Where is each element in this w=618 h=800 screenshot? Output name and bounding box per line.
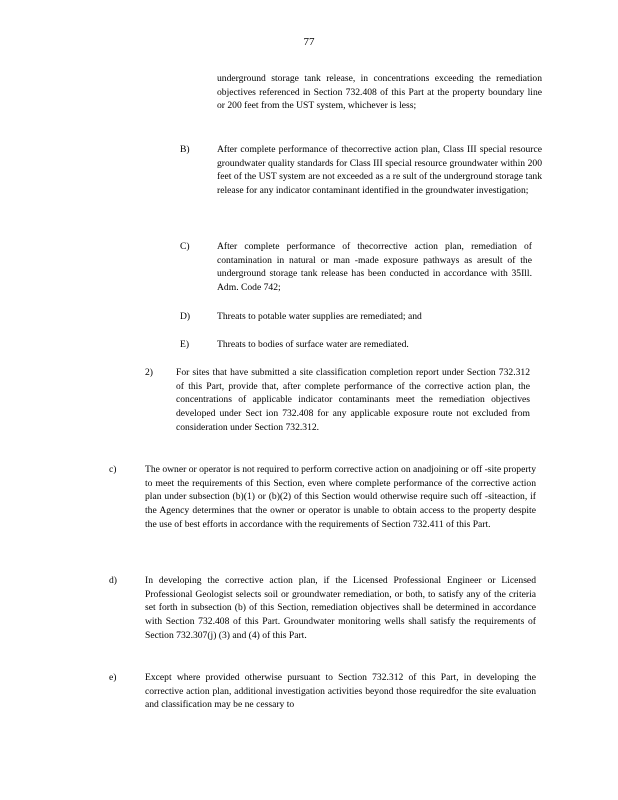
list-marker: C) [180,241,190,252]
subsection-marker: d) [109,575,117,586]
subsection-text: The owner or operator is not required to perform corrective action on anadjoining or off -site property to meet the requirements of this Section, even where complete performance of the corrective action plan under subsection (b)(1) or (b)(2) of this Section would otherwise require such off -siteaction, if the Agency determines that the owner or operator is unable to obtain access to the property despite the use of best efforts in accordance with the requirements of Section 732.411 of this Part. [145,464,536,530]
list-item-text: After complete performance of thecorrective action plan, remediation of contamination in natural or man -made exposure pathways as aresult of the underground storage tank release has been conducted in accordance with 35Ill. Adm. Code 742; [217,241,532,294]
list-item-C [180,240,542,296]
continued-paragraph [217,72,542,128]
page-number: 77 [303,36,315,48]
subsection-text: In developing the corrective action plan, if the Licensed Professional Engineer or Licensed Professional Geologist selects soil or groundwater remediation, or both, to satisfy any of the criteria set forth in subsection (b) of this Section, remediation objectives shall be determined in accordance with Section 732.408 of this Part. Groundwater monitoring wells shall satisfy the requirements of Section 732.307(j) (3) and (4) of this Part. [145,575,536,641]
list-marker: D) [180,311,191,322]
list-item-text: Threats to potable water supplies are remediated; and [217,311,422,322]
list-marker: B) [180,144,190,155]
subsection-c [109,463,536,561]
list-item-D [180,310,542,324]
list-item-text: For sites that have submitted a site classification completion report under Section 732.312 of this Part, provide that, after complete performance of the corrective action plan, the concentrations of applicable indicator contaminants meet the remediation objectives developed under Sect ion 732.408 for any applicable exposure route not excluded from consideration under Section 732.312. [176,367,530,433]
list-item-text: After complete performance of thecorrective action plan, Class III special resource groundwater quality standards for Class III special resource groundwater within 200 feet of the UST system are not exceeded as a re sult of the underground storage tank release for any indicator contaminant identified in the groundwater investigation; [217,144,542,197]
subsection-marker: e) [109,672,117,683]
paragraph-text: underground storage tank release, in concentrations exceeding the remediation objectives referenced in Section 732.408 of this Part at the property boundary line or 200 feet from the UST system, whichever is less; [217,73,542,112]
list-item-B [180,143,542,227]
list-marker: 2) [145,367,153,378]
subsection-d [109,574,536,658]
list-marker: E) [180,339,190,350]
list-item-2 [145,366,530,450]
subsection-text: Except where provided otherwise pursuant to Section 732.312 of this Part, in developing the corrective action plan, additional investigation activities beyond those requiredfor the site evaluation and classification may be ne cessary to [145,672,536,711]
list-item-text: Threats to bodies of surface water are remediated. [217,339,409,350]
list-item-E [180,338,542,352]
subsection-marker: c) [109,464,117,475]
subsection-e [109,671,536,713]
